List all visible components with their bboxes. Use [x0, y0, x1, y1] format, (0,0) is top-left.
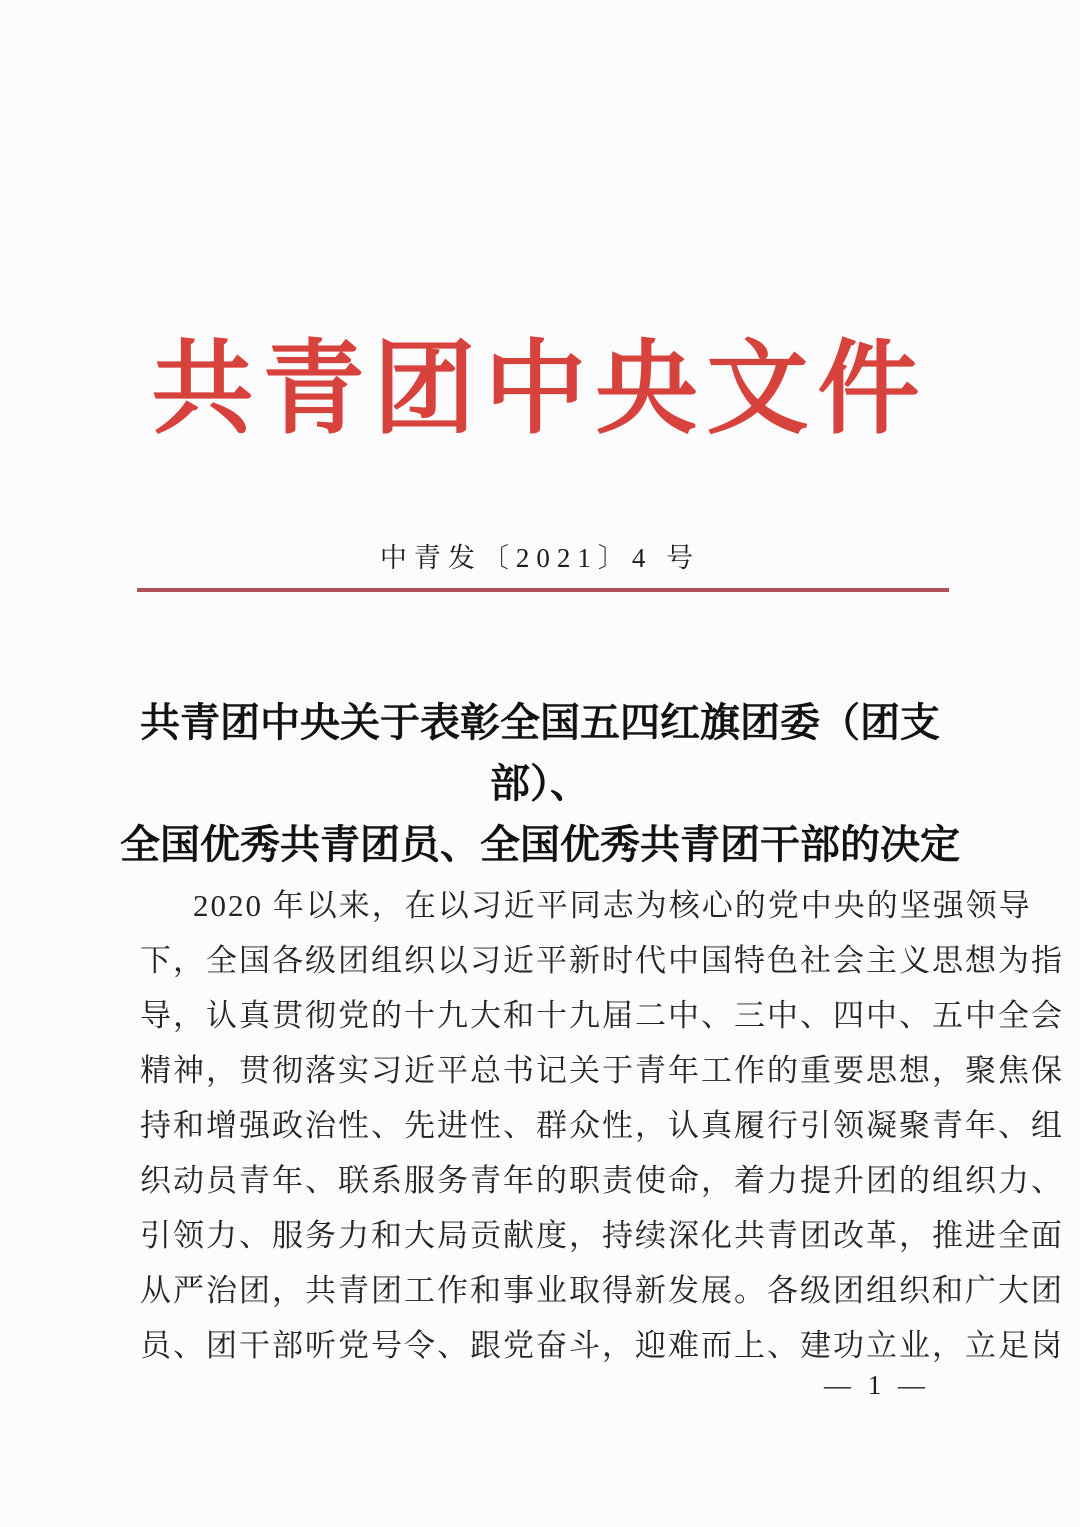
- body-line: 下，全国各级团组织以习近平新时代中国特色社会主义思想为指: [140, 943, 1064, 978]
- document-title: [110, 692, 970, 875]
- body-line: 引领力、服务力和大局贡献度，持续深化共青团改革，推进全面: [140, 1218, 1064, 1253]
- body-line: 持和增强政治性、先进性、群众性，认真履行引领凝聚青年、组: [140, 1108, 1064, 1143]
- red-divider-line: [137, 588, 949, 592]
- body-line: 员、团干部听党号令、跟党奋斗，迎难而上、建功立业，立足岗: [140, 1328, 1064, 1363]
- body-line: 织动员青年、联系服务青年的职责使命，着力提升团的组织力、: [140, 1163, 1064, 1198]
- body-line: 2020 年以来，在以习近平同志为核心的党中央的坚强领导: [193, 888, 1032, 923]
- body-line: 从严治团，共青团工作和事业取得新发展。各级团组织和广大团: [140, 1273, 1064, 1308]
- document-header-title: 共青团中央文件: [151, 334, 929, 447]
- body-line: 精神，贯彻落实习近平总书记关于青年工作的重要思想，聚焦保: [140, 1053, 1064, 1088]
- document-number: 中青发〔2021〕4 号: [379, 543, 701, 573]
- body-line: 导，认真贯彻党的十九大和十九届二中、三中、四中、五中全会: [140, 998, 1064, 1033]
- document-title-line-2: 全国优秀共青团员、全国优秀共青团干部的决定: [120, 822, 960, 867]
- document-title-line-1: 共青团中央关于表彰全国五四红旗团委（团支部）、: [140, 700, 940, 806]
- page-number: — 1 —: [824, 1370, 930, 1400]
- document-body: [140, 878, 1064, 1373]
